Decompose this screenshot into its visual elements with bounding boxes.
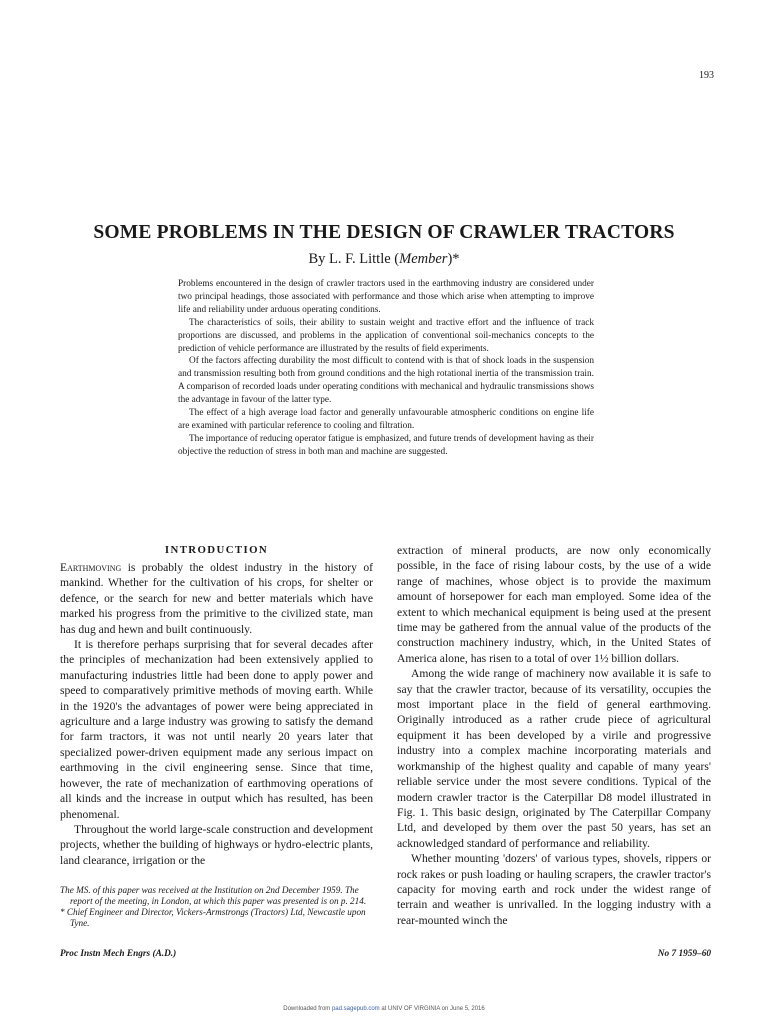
drop-word: Earthmoving [60, 561, 122, 574]
abstract-paragraph: Problems encountered in the design of crawler tractors used in the earthmoving industry are considered under two principal headings, those associated with performance and those which arise when attempting to improve life and reliability under arduous operating conditions. [178, 279, 594, 315]
body-paragraph: Whether mounting 'dozers' of various types, shovels, rippers or rock rakes or push loading or hauling scrapers, the crawler tractor's capacity for moving earth and rock under the widest range of terrain and weather is unrivalled. In the logging industry with a rear-mounted winch the [397, 852, 711, 927]
journal-citation: Proc Instn Mech Engrs (A.D.) [60, 949, 177, 959]
page-number: 193 [699, 70, 714, 81]
body-paragraph: Among the wide range of machinery now available it is safe to say that the crawler tractor, because of its versatility, occupies the most important place in the field of general earthmoving. Originally introduced as a rather crude piece of agricultural equipment it has been developed by a virile and progressive industry into a complex machine incorporating materials and workmanship of the highest quality and capable of many years' reliable service under the most severe conditions. Typical of the modern crawler tractor is the Caterpillar D8 model illustrated in Fig. 1. This basic design, originated by The Caterpillar Company Ltd, and developed by them over the past 50 years, has set an acknowledged standard of performance and reliability. [397, 667, 711, 850]
left-column [60, 543, 373, 868]
abstract-paragraph: Of the factors affecting durability the most difficult to contend with is that of shock loads in the suspension and transmission resulting both from ground conditions and the high rotational inertia of the transmission train. A comparison of recorded loads under operating conditions with mechanical and hydraulic transmissions shows the advantage in favour of the latter type. [178, 356, 594, 406]
abstract-paragraph: The importance of reducing operator fatigue is emphasized, and future trends of development having as their objective the reduction of stress in both man and machine are suggested. [178, 433, 594, 457]
abstract-paragraph: The effect of a high average load factor and generally unfavourable atmospheric conditions on engine life are examined with particular reference to cooling and filtration. [178, 408, 594, 431]
download-suffix: at UNIV OF VIRGINIA on June 5, 2016 [379, 1006, 485, 1012]
download-prefix: Downloaded from [283, 1006, 332, 1012]
download-link[interactable]: pad.sagepub.com [331, 1006, 380, 1012]
right-column [397, 543, 711, 928]
section-heading-introduction: INTRODUCTION [164, 544, 269, 556]
abstract-paragraph: The characteristics of soils, their ability to sustain weight and tractive effort and the influence of track proportions are discussed, and problems in the application of conventional soil-mechanics concepts to the prediction of vehicle performance are illustrated by the results of field experiments. [178, 317, 594, 354]
download-note [0, 1006, 768, 1012]
body-paragraph: It is therefore perhaps surprising that for several decades after the principles of mechanization had been extensively applied to manufacturing industries little had been done to apply power and speed to comparatively primitive methods of moving earth. While in the 1920's the advantages of power were being appreciated in agriculture and a large industry was growing to satisfy the demand for farm tractors, it was not until nearly 20 years later that specialized power-driven equipment made any serious impact on earthmoving in the civil engineering sense. Since that time, however, the rate of mechanization of earthmoving operations of all kinds and the increase in output which has resulted, has been phenomenal. [60, 638, 373, 821]
footnote-received: The MS. of this paper was received at the Institution on 2nd December 1959. The report of the meeting, in London, at which this paper was presented is on p. 214. [60, 885, 367, 906]
paper-title: SOME PROBLEMS IN THE DESIGN OF CRAWLER TRACTORS [93, 222, 675, 243]
issue-number: No 7 1959–60 [657, 949, 711, 959]
byline [0, 251, 768, 268]
footnote-author: * Chief Engineer and Director, Vickers-Armstrongs (Tractors) Ltd, Newcastle upon Tyne. [60, 907, 366, 928]
author-role: Member [399, 251, 448, 267]
footnotes [60, 885, 378, 929]
byline-suffix: )* [447, 251, 460, 267]
paragraph-text: is probably the oldest industry in the history of mankind. Whether for the cultivation of his crops, for shelter or defence, or the search for new and better materials which have marked his progress from the primitive to the civilized state, man has dug and hewn and built continuously. [60, 561, 373, 636]
abstract [178, 278, 594, 459]
body-paragraph: Throughout the world large-scale construction and development projects, whether the building of highways or hydro-electric plants, land clearance, irrigation or the [60, 822, 373, 867]
body-paragraph [60, 560, 373, 637]
body-paragraph: extraction of mineral products, are now only economically possible, in the face of rising labour costs, by the use of a wide range of machines, whose object is to provide the maximum amount of horsepower for each man employed. Some idea of the extent to which mechanical equipment is being used at the present time may be gathered from the annual value of the products of the construction machinery industry, which, in the United States of America alone, has risen to a total of over 1½ billion dollars. [397, 544, 711, 665]
byline-prefix: By L. F. Little ( [308, 251, 400, 267]
